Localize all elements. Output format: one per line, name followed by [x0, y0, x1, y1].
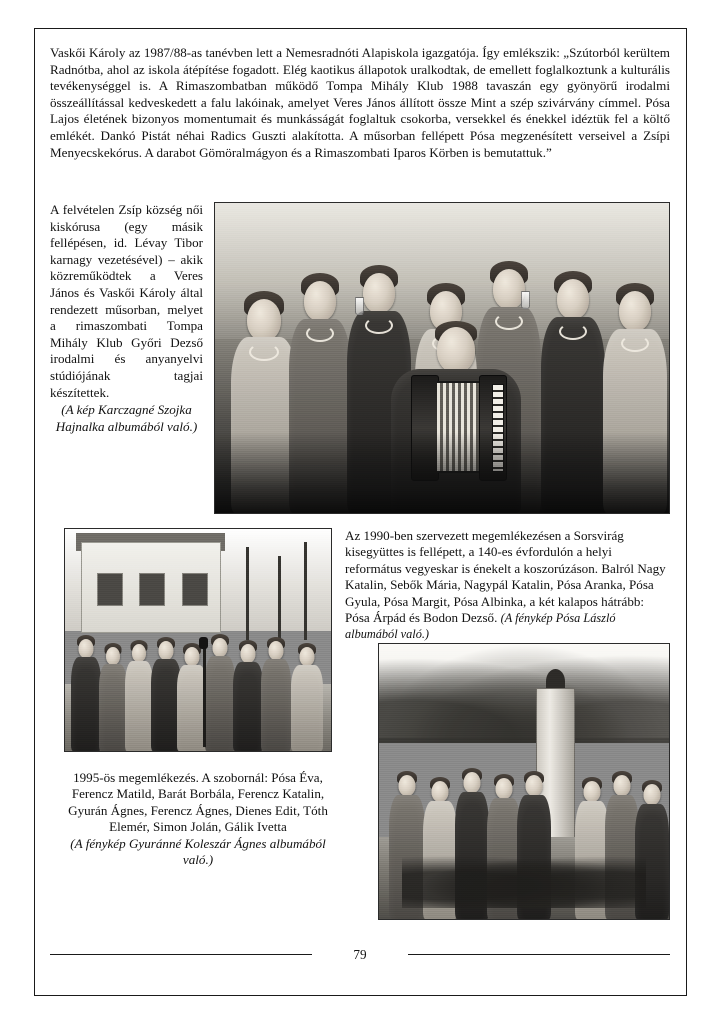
photo-person [291, 639, 323, 751]
page-number: 79 [353, 947, 367, 962]
photo-person [71, 633, 101, 751]
photo-glass [521, 291, 530, 309]
photo-foreground-shadow [215, 432, 669, 513]
photo-person [99, 639, 127, 751]
choir-description: A felvételen Zsíp község női kiskórusa (egy másik fellépésen, id. Lévay Tibor karnagy vezetésével) – akik közreműködtek a Veres János és Vaskői Károly által rendezett műsorban, melyet a rimaszombati Tompa Mihály Klub Győri Dezső irodalmi és anyanyelvi stúdiójának tagjai készítettek. [50, 202, 203, 400]
footer-rule-right [408, 954, 670, 955]
choir-photo-credit: (A kép Karczagné Szojka Hajnalka albumából való.) [55, 402, 198, 434]
photo-person [205, 633, 235, 751]
photo-flowerbed [402, 853, 646, 908]
microphone-outdoor-photo [64, 528, 332, 752]
caption-credit: (A fénykép Gyuránné Koleszár Ágnes albumából való.) [70, 835, 326, 868]
caption-text: 1995-ös megemlékezés. A szobornál: Pósa Éva, Ferencz Matild, Barát Borbála, Ferencz Katalin, Gyurán Ágnes, Ferencz Ágnes, Dienes Edit, Tóth Elemér, Simon Jolán, Gálik Ivetta [68, 770, 328, 835]
photo-glass [355, 297, 364, 315]
microphone-photo-caption [60, 770, 336, 868]
photo-microphone [199, 637, 208, 649]
statue-group-photo [378, 643, 670, 920]
photo-person [261, 635, 291, 751]
choir-block [50, 202, 670, 522]
memorial-description: Az 1990-ben szervezett megemlékezésen a Sorsvirág kisegyüttes is fellépett, a 140-es évfordulón a helyi református vegyeskar is énekelt a koszorúzáson. Balról Nagy Katalin, Sebők Mária, Nagypál Katalin, Pósa Aranka, Pósa Gyula, Pósa Margit, Pósa Albinka, a két kalapos hátrább: Pósa Árpád és Bodon Dezső. [345, 528, 666, 626]
photo-window [97, 573, 123, 606]
page-footer [50, 945, 670, 965]
choir-block-text [50, 202, 203, 435]
memorial-block-text [345, 528, 670, 643]
photo-person [125, 637, 153, 751]
photo-trees [379, 644, 669, 743]
photo-window [139, 573, 165, 606]
page-content [50, 45, 671, 975]
photo-tree [304, 542, 307, 640]
memorial-photo-credit: (A fénykép Pósa László albumából való.) [345, 611, 616, 642]
photo-person [233, 637, 263, 751]
photo-microphone-stand [203, 644, 206, 746]
lead-paragraph: Vaskői Károly az 1987/88-as tanévben lett a Nemesradnóti Alapiskola igazgatója. Így emlékszik: „Szútorból kerültem Radnótba, ahol az iskola átépítése fogadott. Elég kaotikus állapotok uralkodtak, de emellett foglalkoztunk a kulturális tevékenységgel is. A Rimaszombatban működő Tompa Mihály Klub 1988 tavaszán egy gyönyörű irodalmi összeállítással kedveskedett a falu lakóinak, amelyet Veres János állított össze Mint a szép szivárvány címmel. Pósa Lajos életének bizonyos momentumait és munkásságát foglaltuk csokorba, versekkel és énekkel idéztük fel a költő emlékét. Dankó Pistát néhai Radics Guszti alakította. A műsorban fellépett Pósa megzenésített verseivel a Zsípi Menyecskekórus. A darabot Gömöralmágyon és a Rimaszombati Iparos Körben is bemutattuk.” [50, 45, 670, 160]
photo-window [182, 573, 208, 606]
choir-accordion-photo [214, 202, 670, 514]
photo-tree [278, 556, 281, 640]
photo-tree [246, 547, 249, 640]
